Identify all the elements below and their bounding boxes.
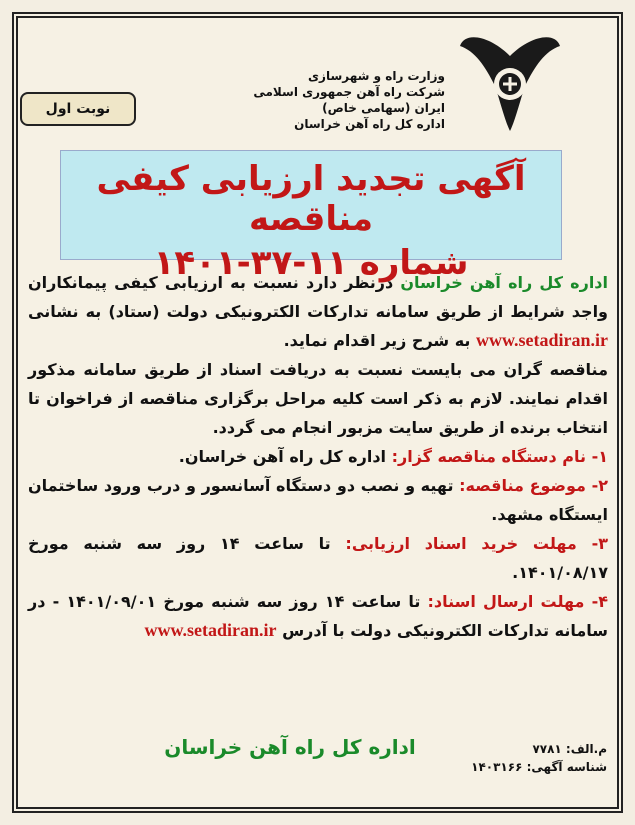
- organization-name: [225, 68, 445, 132]
- item-label: ۴- مهلت ارسال اسناد:: [427, 592, 608, 611]
- item-text: تا ساعت ۱۴ روز سه شنبه مورخ ۱۴۰۱/۰۸/۱۷.: [28, 534, 608, 582]
- reference-number: م.الف: ۷۷۸۱: [532, 742, 607, 756]
- org-line: شرکت راه آهن جمهوری اسلامی ایران (سهامی خاص): [253, 85, 445, 115]
- org-line: وزارت راه و شهرسازی: [308, 69, 445, 83]
- footer-organization: اداره کل راه آهن خراسان: [164, 735, 416, 759]
- item-label: ۲- موضوع مناقصه:: [459, 476, 608, 495]
- paragraph-2: مناقصه گران می بایست نسبت به دریافت اسناد از طریق سامانه مذکور اقدام نمایند. لازم به ذکر است کلیه مراحل برگزاری مناقصه از فراخوان تا انتخاب برنده از طریق سایت مزبور انجام می گردد.: [28, 360, 608, 437]
- item-text: اداره کل راه آهن خراسان.: [178, 447, 392, 466]
- org-line: اداره کل راه آهن خراسان: [294, 117, 445, 131]
- list-item: [28, 442, 608, 471]
- title-line-2: شماره ۱۱-۳۷-۱۴۰۱: [153, 243, 469, 283]
- intro-text-1: درنظر دارد نسبت به ارزیابی کیفی پیمانکاران واجد شرایط از طریق سامانه تدارکات الکترونیکی دولت (ستاد) به نشانی: [28, 273, 608, 321]
- list-item: [28, 587, 608, 645]
- railway-logo-icon: [455, 26, 565, 136]
- item-text: تا ساعت ۱۴ روز سه شنبه مورخ ۱۴۰۱/۰۹/۰۱ - در سامانه تدارکات الکترونیکی دولت با آدرس: [28, 592, 608, 640]
- item-label: ۳- مهلت خرید اسناد ارزیابی:: [345, 534, 608, 553]
- body-text: [28, 268, 608, 645]
- round-badge: نوبت اول: [20, 92, 136, 126]
- item-label: ۱- نام دستگاه مناقصه گزار:: [391, 447, 608, 466]
- list-item: [28, 529, 608, 587]
- ad-id: شناسه آگهی: ۱۴۰۳۱۶۶: [471, 760, 607, 774]
- list-item: [28, 471, 608, 529]
- title-box: [60, 150, 562, 283]
- intro-org: اداره کل راه آهن خراسان: [400, 273, 608, 292]
- item-4-url-link[interactable]: www.setadiran.ir: [144, 620, 277, 640]
- header: [225, 26, 565, 136]
- intro-text-2: به شرح زیر اقدام نماید.: [283, 331, 476, 350]
- intro-paragraph: [28, 268, 608, 355]
- title-line-1: آگهی تجدید ارزیابی کیفی مناقصه: [96, 159, 526, 239]
- footer-meta: [447, 740, 607, 776]
- item-text: تهیه و نصب دو دستگاه آسانسور و درب ورود ساختمان ایستگاه مشهد.: [28, 476, 608, 524]
- intro-url-link[interactable]: www.setadiran.ir: [476, 330, 608, 350]
